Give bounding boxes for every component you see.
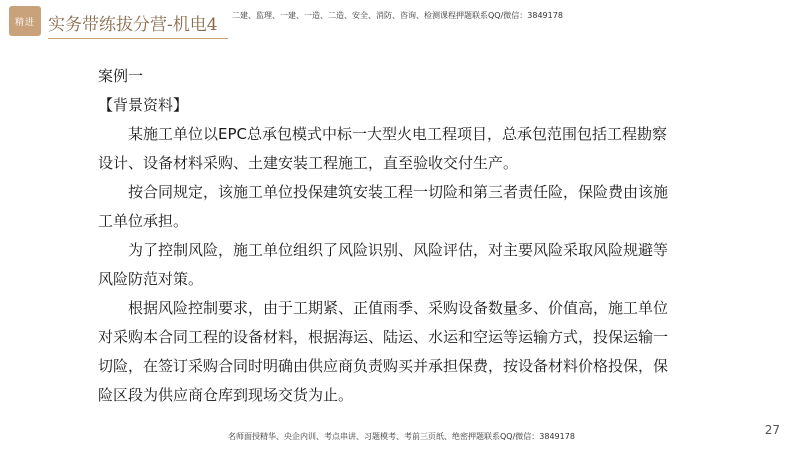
brand-logo — [9, 6, 41, 36]
paragraph: 为了控制风险，施工单位组织了风险识别、风险评估，对主要风险采取风险规避等风险防范对策。 — [98, 241, 669, 288]
course-title: 实务带练拔分营-机电4 — [48, 15, 218, 35]
case-title: 案例一 — [98, 67, 144, 85]
logo-text: 精进 — [14, 17, 35, 28]
section-heading: 【背景资料】 — [98, 96, 189, 114]
header-notice: 二建、监理、一建、一造、二造、安全、消防、咨询、检测课程押题联系QQ/微信：3849178 — [232, 11, 563, 20]
document-body — [98, 62, 678, 410]
page-number: 27 — [764, 423, 780, 437]
paragraph: 某施工单位以EPC总承包模式中标一大型火电工程项目，总承包范围包括工程勘察设计、设备材料采购、土建安装工程施工，直至验收交付生产。 — [98, 125, 668, 172]
header-divider — [48, 38, 228, 39]
footer-notice: 名师面授精华、央企内训、考点串讲、习题模考、考前三页纸、绝密押题联系QQ/微信：3849178 — [228, 432, 575, 441]
paragraph: 根据风险控制要求，由于工期紧、正值雨季、采购设备数量多、价值高，施工单位对采购本合同工程的设备材料，根据海运、陆运、水运和空运等运输方式，投保运输一切险，在签订采购合同时明确由供应商负责购买并承担保费，按设备材料价格投保，保险区段为供应商仓库到现场交货为止。 — [98, 299, 669, 404]
paragraph: 按合同规定，该施工单位投保建筑安装工程一切险和第三者责任险，保险费由该施工单位承担。 — [98, 183, 669, 230]
